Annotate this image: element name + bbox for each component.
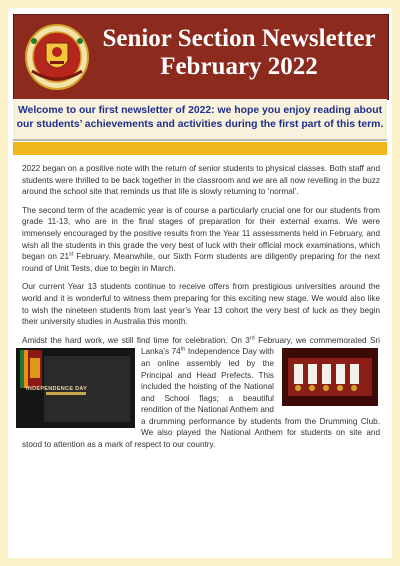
newsletter-header xyxy=(13,14,389,100)
welcome-banner: Welcome to our first newsletter of 2022: we hope you enjoy reading about our students’ achievements and activities during the first part of this term. xyxy=(13,99,387,141)
image-caption: INDEPENDENCE DAY xyxy=(26,386,88,393)
title-line-1: Senior Section Newsletter xyxy=(102,25,376,52)
independence-day-image xyxy=(16,348,135,428)
paragraph-2: The second term of the academic year is of course a particularly crucial one for our students from grade 11-13, who are in the final stages of preparation for their external exams. We were immensely encouraged by the positive results from the Year 11 assessments held in February, and wish all the students in this grade the very best of luck with their official mock examinations, which began on 21st February. Meanwhile, our Sixth Form students are diligently preparing for the next round of Unit Tests, due to begin in March. xyxy=(22,205,380,273)
school-crest-logo xyxy=(22,21,92,93)
newsletter-title xyxy=(94,25,384,81)
gold-divider-bar xyxy=(13,142,387,155)
paragraph-4: Amidst the hard work, we still find time for celebration. On 3rd February, we commemorated Sri Lanka’s 74th INDEPENDENCE DAY Independence Day with an online assembly led by the Principal and Head Prefects. This included the hoisting of the National and School flags; a beautiful rendition of the National Anthem and a drumming performance by students from the Drumming Club. We also played the National Anthem for students on site and stood to attention as a mark of respect to our country. xyxy=(22,335,380,451)
newsletter-body xyxy=(22,163,380,458)
paragraph-3: Our current Year 13 students continue to receive offers from prestigious universities around the world and it is wonderful to witness them preparing for this exciting new stage. We would also like to wish the nineteen students from last year’s Year 13 cohort the very best of luck as they begin their university studies in Australia this month. xyxy=(22,282,380,327)
title-line-2: February 2022 xyxy=(160,53,318,80)
drumming-performance-image xyxy=(282,348,378,406)
paragraph-1: 2022 began on a positive note with the return of senior students to physical classes. Both staff and students were thrilled to be back together in the classroom and we are all now revelling in the buzz around the school site that reminds us that life is slowly returning to ‘normal’. xyxy=(22,164,380,197)
newsletter-page xyxy=(8,8,392,558)
